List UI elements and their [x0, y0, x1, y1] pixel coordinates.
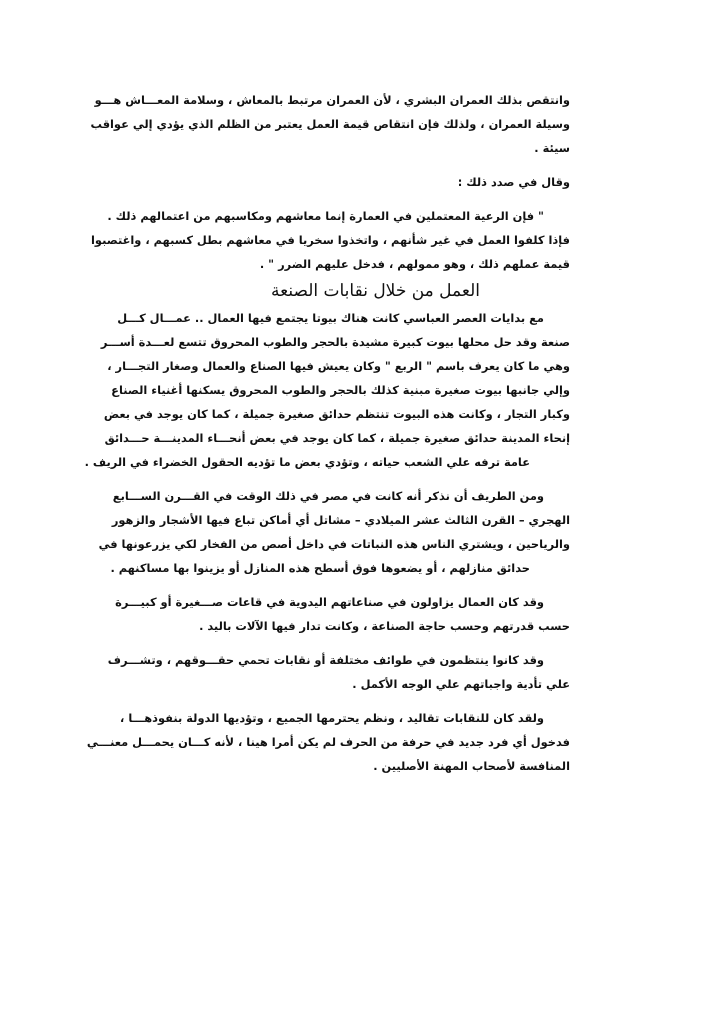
quote-line: قيمة عملهم ذلك ، وهو ممولهم ، فدخل عليهم الضرر " . — [259, 257, 570, 271]
paragraph-gap — [158, 474, 570, 484]
paragraph-gap — [158, 194, 570, 204]
paragraph-line: صنعة وقد حل محلها بيوت كبيرة مشيدة بالحجر والطوب المحروق تتسع لعـــدة أســـر — [100, 335, 570, 349]
paragraph-line: وهي ما كان يعرف باسم " الربع " وكان يعيش فيها الصناع والعمال وصغار التجـــار ، — [107, 359, 570, 373]
paragraph-line: فدخول أي فرد جديد في حرفة من الحرف لم يكن أمرا هينا ، لأنه كـــان يحمـــل معنـــي — [86, 735, 570, 749]
paragraph-line: وإلي جانبها بيوت صغيرة مبنية كذلك بالحجر والطوب المحروق يسكنها أغنياء الصناع — [111, 383, 570, 397]
paragraph-line: مع بدايات العصر العباسي كانت هناك بيوتا يجتمع فيها العمال .. عمـــال كـــل — [117, 311, 544, 325]
paragraph-line: ومن الطريف أن نذكر أنه كانت في مصر في ذلك الوقت في القـــرن الســـابع — [112, 489, 544, 503]
paragraph-line: وكبار التجار ، وكانت هذه البيوت تنتظم حدائق صغيرة جميلة ، كما كان يوجد في بعض — [103, 407, 570, 421]
paragraph-line: حسب قدرتهم وحسب حاجة الصناعة ، وكانت تدار فيها الآلات باليد . — [199, 619, 570, 633]
document-page — [84, 88, 570, 778]
paragraph-gap — [158, 160, 570, 170]
paragraph-line: وقال في صدد ذلك : — [457, 175, 570, 189]
section-heading: العمل من خلال نقابات الصنعة — [271, 281, 480, 301]
paragraph-line: عامة ترفه علي الشعب حياته ، وتؤدي بعض ما تؤديه الحقول الخضراء في الريف . — [84, 455, 530, 469]
paragraph-line: علي تأدية واجباتهم علي الوجه الأكمل . — [352, 677, 570, 691]
paragraph-line: وسيلة العمران ، ولذلك فإن انتقاص قيمة العمل يعتبر من الظلم الذي يؤدي إلي عواقب — [90, 117, 570, 131]
paragraph-line: والرياحين ، ويشتري الناس هذه النباتات في داخل أصص من الفخار لكي يزرعونها في — [98, 537, 570, 551]
paragraph-line: وقد كان العمال يزاولون في صناعاتهم اليدوية في قاعات صـــغيرة أو كبيـــرة — [115, 595, 544, 609]
paragraph-line: ولقد كان للنقابات تقاليد ، ونظم يحترمها الجميع ، وتؤديها الدولة بنفوذهـــا ، — [120, 711, 544, 725]
paragraph-line: إنحاء المدينة حدائق صغيرة جميلة ، كما كان يوجد في بعض أنحـــاء المدينـــة حـــدائق — [104, 431, 570, 445]
quote-line: " فإن الرعية المعتملين في العمارة إنما معاشهم ومكاسبهم من اعتمالهم ذلك . — [107, 209, 544, 223]
quote-line: فإذا كلفوا العمل في غير شأنهم ، واتخذوا سخريا في معاشهم بطل كسبهم ، واغتصبوا — [91, 233, 570, 247]
paragraph-line: وقد كانوا ينتظمون في طوائف مختلفة أو نقابات تحمي حقـــوقهم ، وتشـــرف — [107, 653, 544, 667]
paragraph-gap — [158, 638, 570, 648]
paragraph-gap — [158, 696, 570, 706]
paragraph-gap — [158, 580, 570, 590]
paragraph-line: حدائق منازلهم ، أو يضعوها فوق أسطح هذه المنازل أو يزينوا بها مساكنهم . — [110, 561, 530, 575]
paragraph-line: سيئة . — [534, 141, 570, 155]
paragraph-line: الهجري – القرن الثالث عشر الميلادي – مشاتل أي أماكن تباع فيها الأشجار والزهور — [111, 513, 570, 527]
paragraph-line: المنافسة لأصحاب المهنة الأصليين . — [373, 759, 570, 773]
paragraph-line: وانتقص بذلك العمران البشري ، لأن العمران مرتبط بالمعاش ، وسلامة المعـــاش هـــو — [94, 93, 570, 107]
